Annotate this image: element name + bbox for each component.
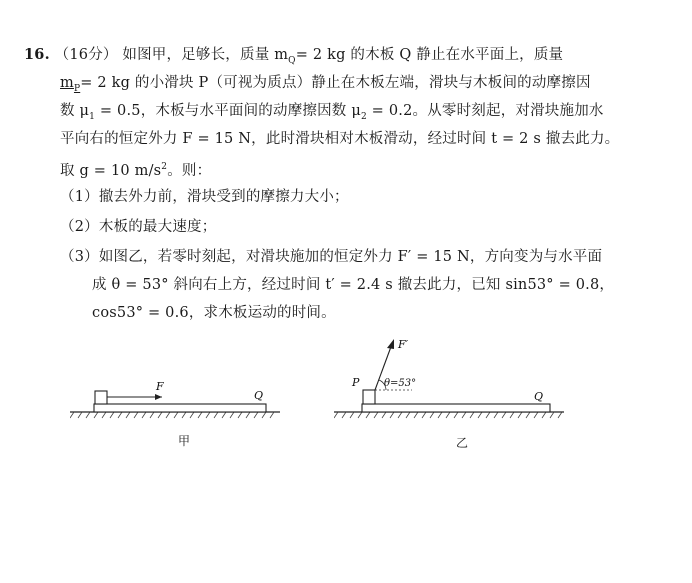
figure-yi xyxy=(334,336,574,432)
question-text: （1）撤去外力前，滑块受到的摩擦力大小； xyxy=(60,189,349,205)
block-p xyxy=(363,390,375,404)
question-text: 成 θ = 53° 斜向右上方，经过时间 t′ = 2.4 s 撤去此力，已知 sin53° = 0.8， xyxy=(92,277,615,293)
figure-jia xyxy=(70,370,290,430)
question-text: （3）如图乙，若零时刻起，对滑块施加的恒定外力 F′ = 15 N，方向变为与水平面 xyxy=(60,249,603,265)
problem-text: = 0.2。从零时刻起，对滑块施加水 xyxy=(366,103,604,119)
problem-line-5 xyxy=(60,156,211,182)
question-3-line-3 xyxy=(92,302,336,324)
subscript: 1 xyxy=(89,111,96,122)
problem-line-1 xyxy=(24,44,563,72)
force-label: F′ xyxy=(398,338,409,351)
subscript: P xyxy=(73,83,81,94)
problem-text: 数 μ xyxy=(60,103,90,119)
board-q xyxy=(362,404,550,412)
superscript: 2 xyxy=(161,162,168,172)
problem-points: （16分） xyxy=(54,47,118,63)
figure-jia-caption: 甲 xyxy=(178,434,191,448)
question-3-line-2 xyxy=(92,274,614,296)
problem-number: 16. xyxy=(24,46,50,63)
block-label: P xyxy=(352,376,360,389)
problem-line-2 xyxy=(60,72,591,100)
question-3-line-1 xyxy=(60,246,602,268)
subscript: Q xyxy=(288,55,296,66)
question-text: （2）木板的最大速度； xyxy=(60,219,217,235)
ground-hatching xyxy=(334,412,562,418)
figure-yi-caption: 乙 xyxy=(456,436,469,450)
ground-hatching xyxy=(70,412,274,418)
force-arrow-head xyxy=(155,394,162,400)
problem-text: 平向右的恒定外力 F = 15 N，此时滑块相对木板滑动，经过时间 t = 2 s 撤去此力。 xyxy=(60,131,620,147)
force-arrow-head xyxy=(387,339,394,349)
problem-text: m xyxy=(60,75,74,91)
problem-line-4 xyxy=(60,128,619,150)
question-2 xyxy=(60,216,216,238)
question-text: cos53° = 0.6，求木板运动的时间。 xyxy=(92,305,336,321)
block-p xyxy=(95,391,107,404)
problem-text: = 0.5，木板与水平面间的动摩擦因数 μ xyxy=(95,103,361,119)
question-1 xyxy=(60,186,349,208)
angle-label: θ=53° xyxy=(384,378,417,389)
problem-line-3 xyxy=(60,100,604,128)
subscript: 2 xyxy=(360,111,367,122)
force-label: F xyxy=(156,380,164,393)
problem-text: 。则： xyxy=(167,162,212,179)
board-q xyxy=(94,404,266,412)
problem-text: 取 g = 10 m/s xyxy=(60,162,162,179)
problem-text: = 2 kg 的木板 Q 静止在水平面上，质量 xyxy=(295,47,564,63)
board-label: Q xyxy=(534,390,544,403)
problem-text: 如图甲，足够长，质量 m xyxy=(122,47,289,63)
board-label: Q xyxy=(254,389,264,402)
problem-text: = 2 kg 的小滑块 P（可视为质点）静止在木板左端，滑块与木板间的动摩擦因 xyxy=(80,75,591,91)
